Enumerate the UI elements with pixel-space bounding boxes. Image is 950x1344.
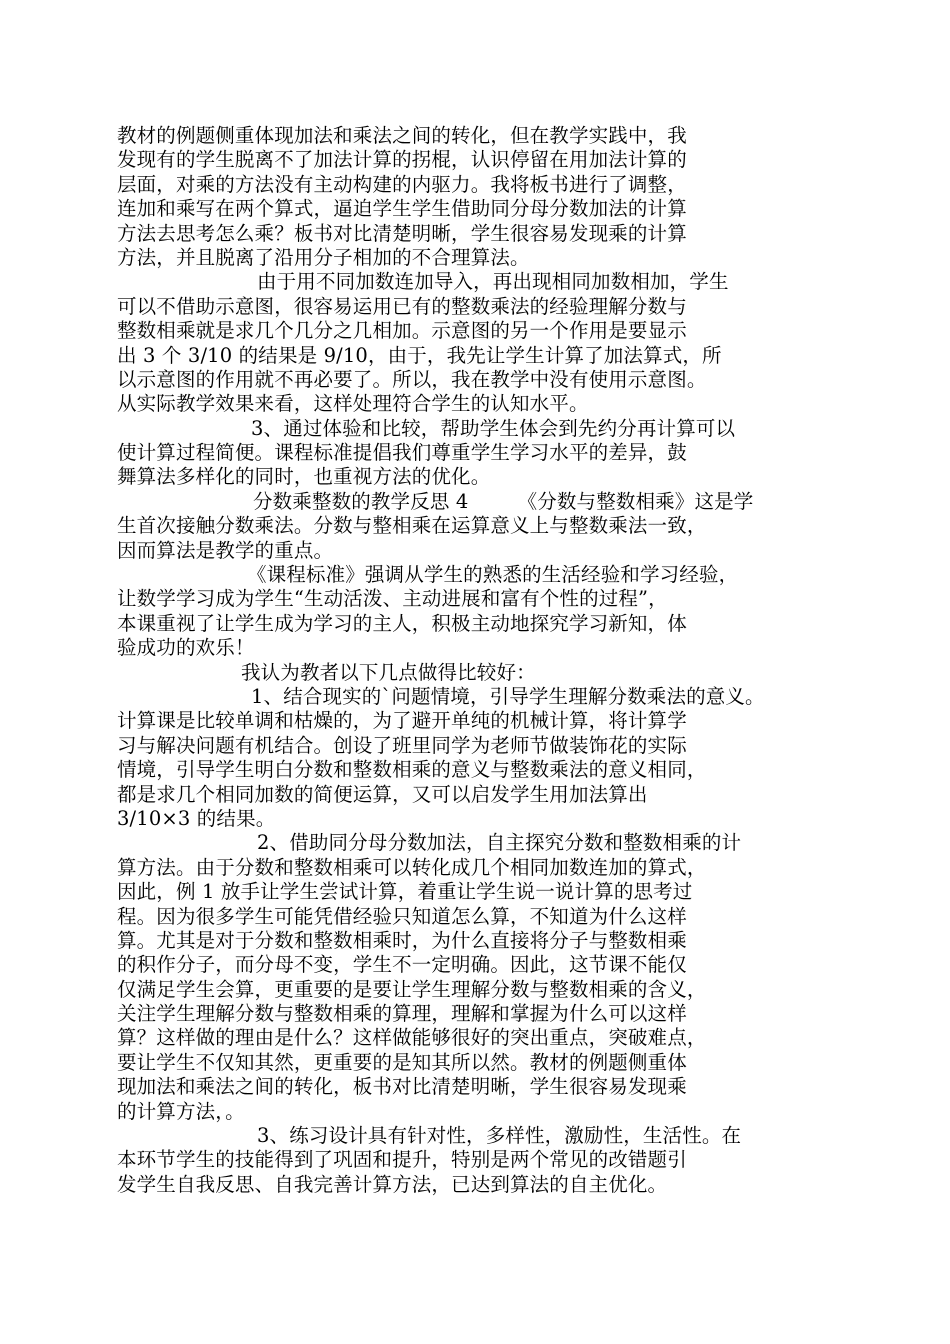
text-line: 算方法。由于分数和整数相乘可以转化成几个相同加数连加的算式， xyxy=(117,855,707,879)
text-line: 的计算方法，。 xyxy=(117,1099,245,1123)
text-line: 《课程标准》强调从学生的熟悉的生活经验和学习经验， xyxy=(247,563,739,587)
text-line: 3、练习设计具有针对性，多样性，激励性，生活性。在 xyxy=(257,1124,742,1148)
text-line: 我认为教者以下几点做得比较好： xyxy=(241,660,536,684)
text-line: 教材的例题侧重体现加法和乘法之间的转化，但在教学实践中，我 xyxy=(117,124,687,147)
text-line: 验成功的欢乐！ xyxy=(117,636,255,660)
text-line: 以示意图的作用就不再必要了。所以，我在教学中没有使用示意图。 xyxy=(117,367,707,391)
text-line: 3/10×3 的结果。 xyxy=(117,806,276,830)
document-body xyxy=(117,124,827,1197)
text-line: 的积作分子，而分母不变，学生不一定明确。因此，这节课不能仅 xyxy=(117,953,687,977)
text-line: 舞算法多样化的同时，也重视方法的优化。 xyxy=(117,465,491,489)
text-line: 计算课是比较单调和枯燥的，为了避开单纯的机械计算，将计算学 xyxy=(117,709,687,733)
text-line: 1、结合现实的`问题情境，引导学生理解分数乘法的意义。 xyxy=(251,684,765,708)
text-line: 关注学生理解分数与整数相乘的算理，理解和掌握为什么可以这样 xyxy=(117,1002,687,1026)
text-line: 连加和乘写在两个算式，逼迫学生学生借助同分母分数加法的计算 xyxy=(117,197,687,221)
text-line: 让数学学习成为学生“生动活泼、主动进展和富有个性的过程”， xyxy=(117,587,668,611)
text-line: 生首次接触分数乘法。分数与整相乘在运算意义上与整数乘法一致， xyxy=(117,514,707,538)
text-line: 因而算法是教学的重点。 xyxy=(117,538,334,562)
text-line: 使计算过程简便。课程标准提倡我们尊重学生学习水平的差异，鼓 xyxy=(117,441,687,465)
text-line: 整数相乘就是求几个几分之几相加。示意图的另一个作用是要显示 xyxy=(117,319,687,343)
text-line: 方法，并且脱离了沿用分子相加的不合理算法。 xyxy=(117,245,530,269)
text-line: 方法去思考怎么乘？板书对比清楚明晰，学生很容易发现乘的计算 xyxy=(117,221,687,245)
text-line: 程。因为很多学生可能凭借经验只知道怎么算，不知道为什么这样 xyxy=(117,904,687,928)
text-line: 因此，例 1 放手让学生尝试计算，着重让学生说一说计算的思考过 xyxy=(117,880,693,904)
text-line: 本环节学生的技能得到了巩固和提升，特别是两个常见的改错题引 xyxy=(117,1148,687,1172)
text-line: 从实际教学效果来看，这样处理符合学生的认知水平。 xyxy=(117,392,589,416)
text-line: 现加法和乘法之间的转化，板书对比清楚明晰，学生很容易发现乘 xyxy=(117,1075,687,1099)
text-line: 3、通过体验和比较，帮助学生体会到先约分再计算可以 xyxy=(251,416,736,440)
text-line: 分数乘整数的教学反思 4 《分数与整数相乘》这是学 xyxy=(253,489,754,513)
text-line: 都是求几个相同加数的简便运算，又可以启发学生用加法算出 xyxy=(117,782,648,806)
text-line: 2、借助同分母分数加法，自主探究分数和整数相乘的计 xyxy=(257,831,742,855)
text-line: 习与解决问题有机结合。创设了班里同学为老师节做装饰花的实际 xyxy=(117,733,687,757)
text-line: 发学生自我反思、自我完善计算方法，已达到算法的自主优化。 xyxy=(117,1172,668,1196)
text-line: 本课重视了让学生成为学习的主人，积极主动地探究学习新知，体 xyxy=(117,611,687,635)
text-line: 由于用不同加数连加导入，再出现相同加数相加，学生 xyxy=(257,270,729,294)
text-line: 情境，引导学生明白分数和整数相乘的意义与整数乘法的意义相同， xyxy=(117,758,707,782)
text-line: 发现有的学生脱离不了加法计算的拐棍，认识停留在用加法计算的 xyxy=(117,148,687,172)
text-line: 仅满足学生会算，更重要的是要让学生理解分数与整数相乘的含义， xyxy=(117,977,707,1001)
text-line: 算？这样做的理由是什么？这样做能够很好的突出重点，突破难点， xyxy=(117,1026,707,1050)
text-line: 出 3 个 3/10 的结果是 9/10，由于，我先让学生计算了加法算式，所 xyxy=(117,343,722,367)
text-line: 可以不借助示意图，很容易运用已有的整数乘法的经验理解分数与 xyxy=(117,294,687,318)
text-line: 算。尤其是对于分数和整数相乘时，为什么直接将分子与整数相乘 xyxy=(117,928,687,952)
text-line: 要让学生不仅知其然，更重要的是知其所以然。教材的例题侧重体 xyxy=(117,1050,687,1074)
text-line: 层面，对乘的方法没有主动构建的内驱力。我将板书进行了调整， xyxy=(117,172,687,196)
